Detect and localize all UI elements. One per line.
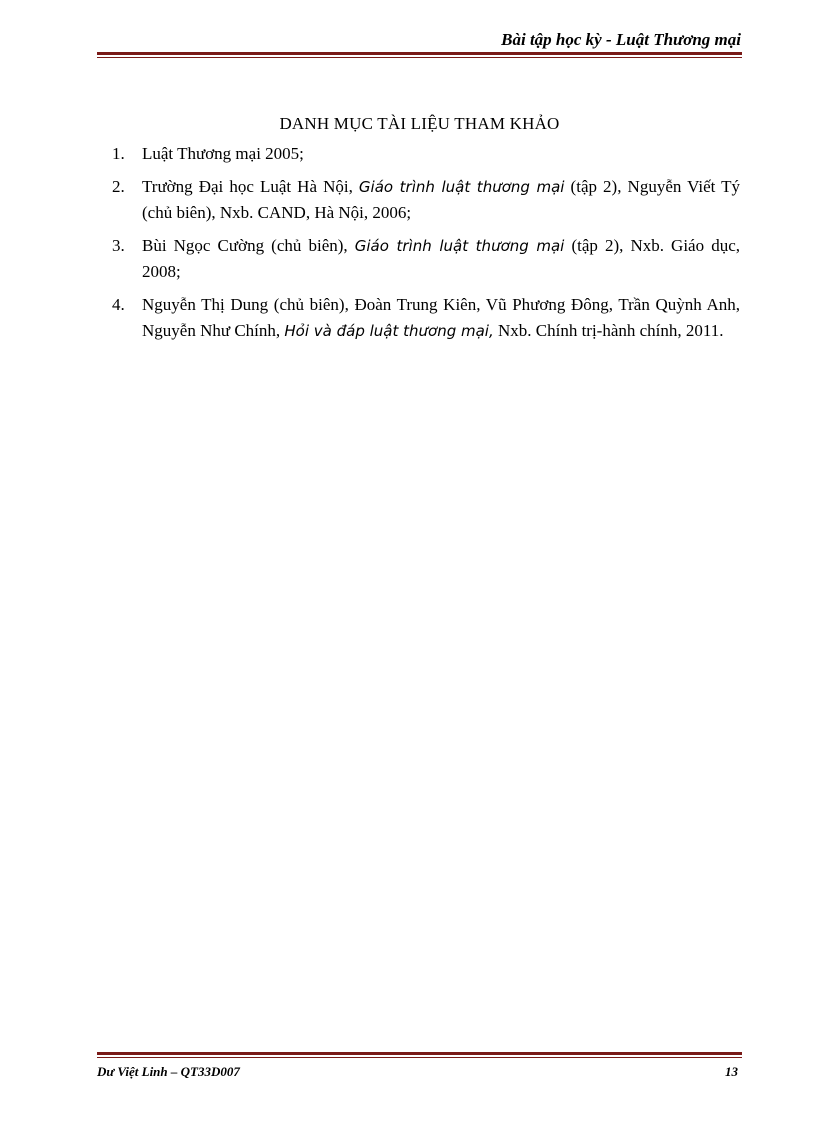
footer-rule <box>97 1052 742 1058</box>
reference-text: Luật Thương mại 2005; <box>142 144 304 163</box>
reference-number: 1. <box>112 144 125 163</box>
reference-book-title: Hỏi và đáp luật thương mại, <box>284 322 494 340</box>
reference-text-tail: (tập 2), Nguyễn Viết Tý (chủ biên), Nxb. CAND, Hà Nội, 2006; <box>142 177 741 222</box>
reference-item <box>112 292 740 344</box>
reference-book-title: Giáo trình luật thương mại <box>354 237 565 255</box>
reference-book-title: Giáo trình luật thương mại <box>358 178 565 196</box>
references-title: DANH MỤC TÀI LIỆU THAM KHẢO <box>279 114 560 133</box>
footer-author: Dư Việt Linh – QT33D007 <box>97 1064 240 1079</box>
reference-item <box>112 141 740 167</box>
reference-number: 4. <box>112 295 125 314</box>
page-number: 13 <box>725 1064 738 1079</box>
reference-text-tail: (tập 2), Nxb. Giáo dục, 2008; <box>142 236 740 281</box>
reference-number: 2. <box>112 177 125 196</box>
reference-item <box>112 233 740 285</box>
reference-text-tail: Nxb. Chính trị-hành chính, 2011. <box>493 321 724 340</box>
reference-number: 3. <box>112 236 125 255</box>
header-rule <box>97 52 742 58</box>
header-title: Bài tập học kỳ - Luật Thương mại <box>501 30 741 49</box>
reference-text: Bùi Ngọc Cường (chủ biên), <box>142 236 355 255</box>
references-list <box>112 141 740 351</box>
reference-text: Nguyễn Thị Dung (chủ biên), Đoàn Trung Kiên, Vũ Phương Đông, Trần Quỳnh Anh, Nguyễn Như Chính, <box>142 295 740 340</box>
reference-item <box>112 174 740 226</box>
reference-text: Trường Đại học Luật Hà Nội, <box>142 177 359 196</box>
